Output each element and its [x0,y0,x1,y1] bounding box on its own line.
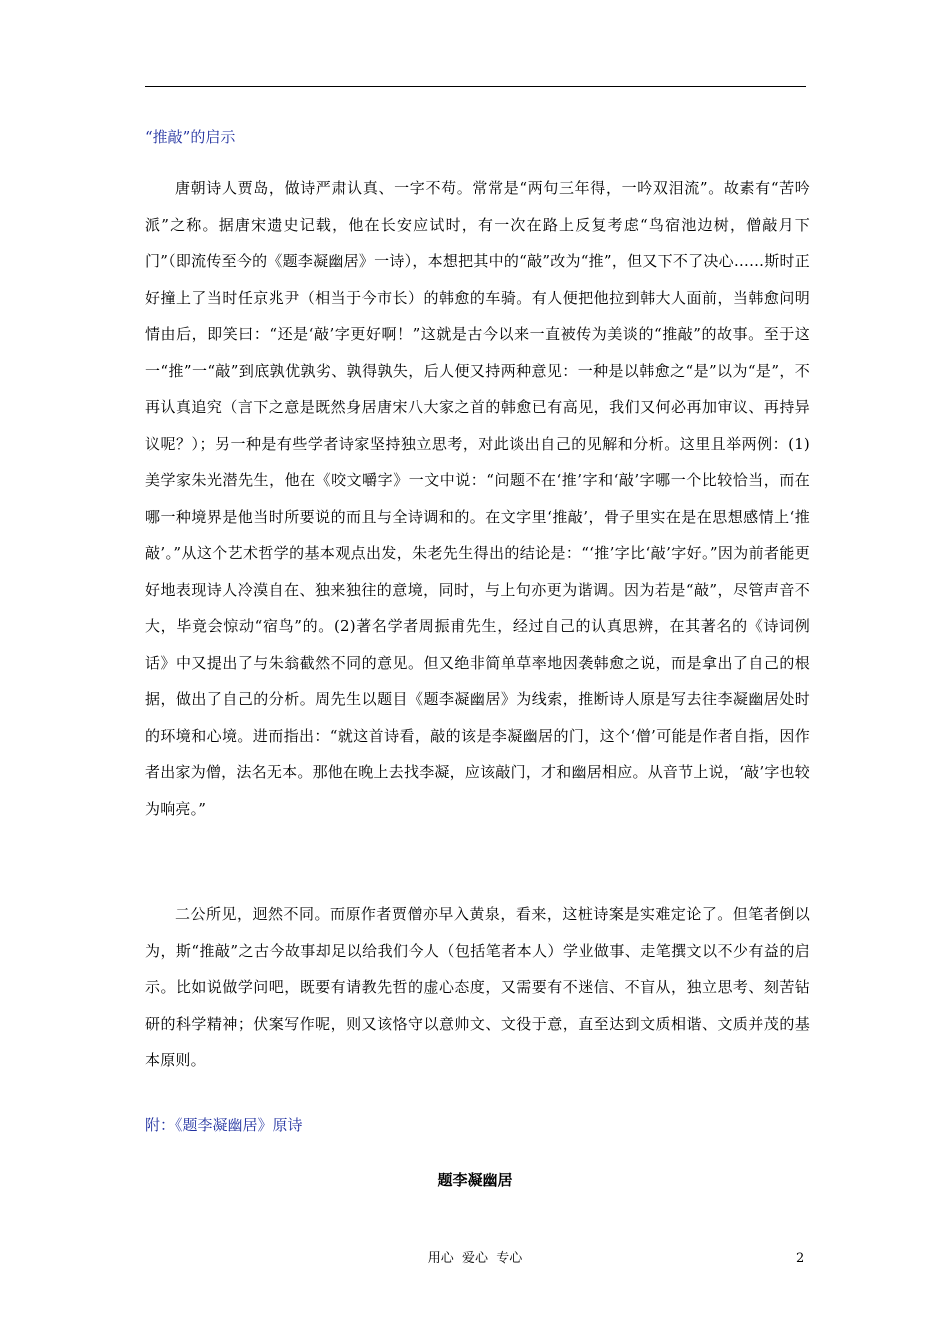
body-paragraph-2: 二公所见，迥然不同。而原作者贾僧亦早入黄泉，看来，这桩诗案是实难定论了。但笔者倒以为，斯“推敲”之古今故事却足以给我们今人（包括笔者本人）学业做事、走笔撰文以不少有益的启示。比如说做学问吧，既要有请教先哲的虚心态度，又需要有不迷信、不盲从，独立思考、刻苦钻研的科学精神；伏案写作呢，则又该恪守以意帅文、文役于意，直至达到文质相谐、文质并茂的基本原则。 [145,905,810,1069]
page-number: 2 [796,1251,805,1266]
section-title: “推敲”的启示 [145,128,236,146]
appendix-label: 附：《题李凝幽居》原诗 [145,1116,303,1134]
footer-motto: 用心 爱心 专心 [427,1251,523,1266]
header-rule [145,86,806,87]
body-paragraph-1: 唐朝诗人贾岛，做诗严肃认真、一字不苟。常常是“两句三年得，一吟双泪流”。故素有“苦吟派”之称。据唐宋遗史记载，他在长安应试时，有一次在路上反复考虑“鸟宿池边树，僧敲月下门”（即流传至今的《题李凝幽居》一诗），本想把其中的“敲”改为“推”，但又下不了决心……斯时正好撞上了当时任京兆尹（相当于今市长）的韩愈的车骑。有人便把他拉到韩大人面前，当韩愈问明情由后，即笑曰：“还是‘敲’字更好啊！”这就是古今以来一直被传为美谈的“推敲”的故事。至于这一“推”一“敲”到底孰优孰劣、孰得孰失，后人便又持两种意见：一种是以韩愈之“是”以为“是”，不再认真追究（言下之意是既然身居唐宋八大家之首的韩愈已有高见，我们又何必再加审议、再持异议呢？）；另一种是有些学者诗家坚持独立思考，对此谈出自己的见解和分析。这里且举两例：(1)美学家朱光潜先生，他在《咬文嚼字》一文中说：“问题不在‘推’字和‘敲’字哪一个比较恰当，而在哪一种境界是他当时所要说的而且与全诗调和的。在文字里‘推敲’，骨子里实在是在思想感情上‘推敲’。”从这个艺术哲学的基本观点出发，朱老先生得出的结论是：“‘推’字比‘敲’字好。”因为前者能更好地表现诗人冷漠自在、独来独往的意境，同时，与上句亦更为谐调。因为若是“敲”，尽管声音不大，毕竟会惊动“宿鸟”的。(2)著名学者周振甫先生，经过自己的认真思辨，在其著名的《诗词例话》中又提出了与朱翁截然不同的意见。但又绝非简单草率地因袭韩愈之说，而是拿出了自己的根据，做出了自己的分析。周先生以题目《题李凝幽居》为线索，推断诗人原是写去往李凝幽居处时的环境和心境。进而指出：“就这首诗看，敲的该是李凝幽居的门，这个‘僧’可能是作者自指，因作者出家为僧，法名无本。那他在晚上去找李凝，应该敲门，才和幽居相应。从音节上说，‘敲’字也较为响亮。” [145,179,810,818]
poem-title: 题李凝幽居 [437,1171,513,1189]
